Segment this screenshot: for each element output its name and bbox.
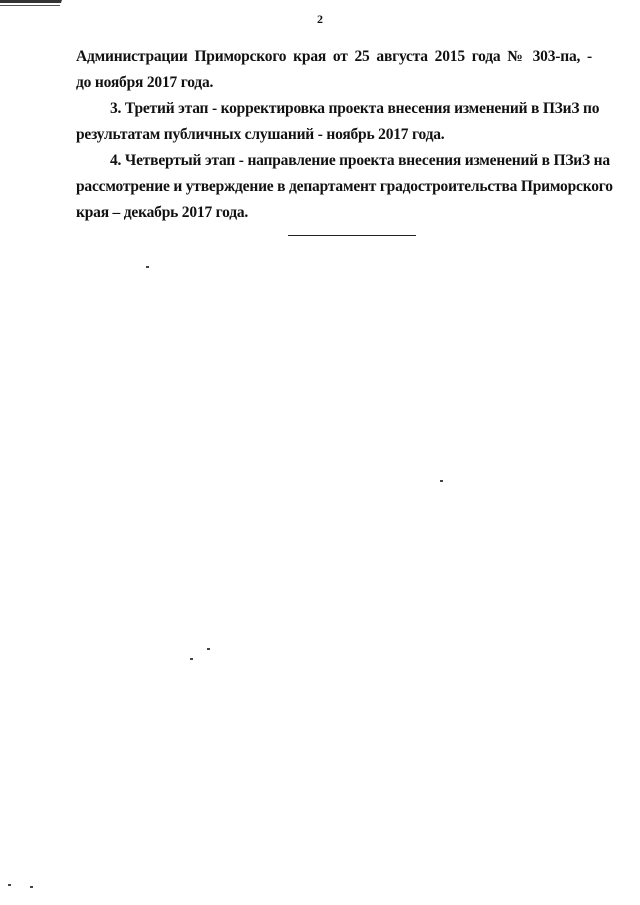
paragraph-stage-4 — [76, 148, 613, 226]
separator-line — [288, 235, 416, 236]
paragraph-continuation — [76, 44, 592, 96]
text-line: 3. Третий этап - корректировка проекта внесения изменений в ПЗиЗ по — [110, 100, 600, 117]
text-line: рассмотрение и утверждение в департамент градостроительства Приморского — [76, 178, 613, 195]
scan-speck — [146, 266, 149, 268]
text-line: результатам публичных слушаний - ноябрь 2017 года. — [76, 126, 445, 143]
text-line: Администрации Приморского края от 25 августа 2015 года № 303-па, - — [76, 48, 592, 65]
scan-speck — [190, 658, 193, 660]
scan-speck — [8, 884, 11, 886]
text-line: края – декабрь 2017 года. — [76, 204, 249, 221]
page-number: 2 — [317, 12, 323, 26]
text-line: 4. Четвертый этап - направление проекта внесения изменений в ПЗиЗ на — [110, 152, 610, 169]
text-line: до ноября 2017 года. — [76, 74, 214, 91]
scan-speck — [207, 648, 210, 650]
scan-speck — [30, 886, 33, 888]
scan-speck — [440, 480, 443, 482]
scan-corner-mark — [0, 0, 62, 8]
paragraph-stage-3 — [76, 96, 600, 148]
